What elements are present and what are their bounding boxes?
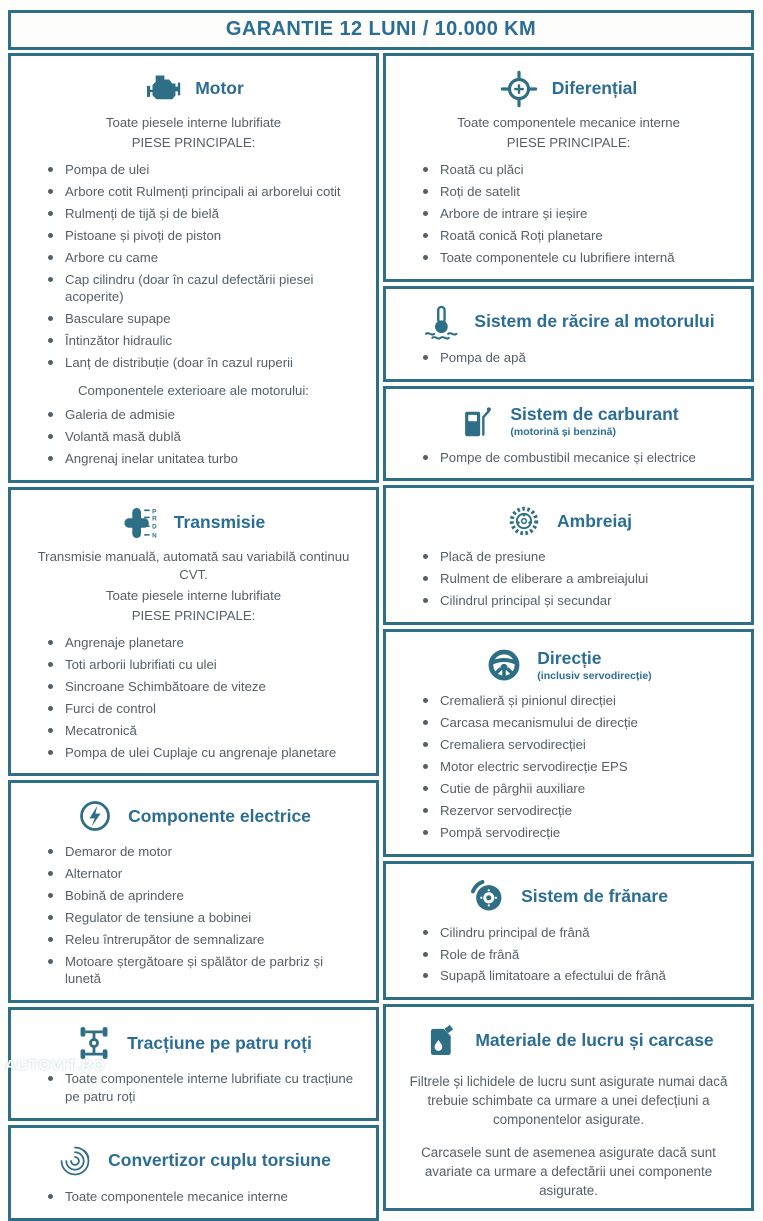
section-header-sistem-franare (396, 878, 741, 916)
section-item-list (21, 1188, 366, 1205)
list-item: Cremalieră și pinionul direcției (440, 692, 737, 709)
section-header-materiale-carcase (396, 1021, 741, 1059)
section-titlebox (474, 312, 714, 331)
list-item: Lanț de distribuție (doar în cazul ruperii (65, 354, 362, 371)
list-item: Pompă servodirecție (440, 824, 737, 841)
section-titlebox (557, 512, 632, 531)
section-intro-line: Toate piesele interne lubrifiate (105, 115, 282, 130)
section-title: Ambreiaj (557, 510, 632, 531)
list-item: Arbore de intrare și ieșire (440, 205, 737, 222)
sections-grid (8, 53, 754, 1204)
section-header-transmisie (21, 504, 366, 542)
clutch-disc-icon (505, 502, 543, 540)
section-title: Sistem de frănare (521, 886, 668, 907)
section-item-list (21, 1070, 366, 1105)
list-item: Galeria de admisie (65, 406, 362, 423)
section-titlebox (510, 405, 678, 438)
section-title: Transmisie (173, 512, 266, 533)
engine-icon (143, 70, 181, 108)
section-materiale-carcase (383, 1004, 754, 1210)
section-subtitle: (motorină și benzină) (510, 426, 616, 439)
list-item: Volantă masă dublă (65, 428, 362, 445)
section-header-convertizor-cuplu (21, 1142, 366, 1180)
section-sistem-racire (383, 286, 754, 382)
list-item: Furci de control (65, 700, 362, 717)
section-item-list-2 (21, 406, 366, 467)
oil-canister-icon (423, 1021, 461, 1059)
list-item: Rulment de eliberare a ambreiajului (440, 570, 737, 587)
section-componente-electrice (8, 780, 379, 1003)
section-item-list (21, 843, 366, 987)
svg-text:P: P (151, 508, 157, 516)
section-intro-line: Transmisie manuală, automată sau variabilă continuu CVT. (37, 548, 350, 583)
section-subheading: Componentele exterioare ale motorului: (78, 383, 309, 399)
section-item-list (396, 349, 741, 366)
section-directie (383, 629, 754, 856)
watermark: AUTOVIT.RO (5, 1057, 106, 1074)
section-header-directie (396, 646, 741, 684)
section-header-motor (21, 70, 366, 108)
list-item: Pompa de ulei (65, 161, 362, 178)
section-item-list (21, 634, 366, 761)
section-title: Sistem de carburant (510, 403, 679, 424)
section-title: Sistem de răcire al motorului (474, 310, 715, 331)
list-item: Toti arborii lubrifiati cu ulei (65, 656, 362, 673)
list-item: Placă de presiune (440, 548, 737, 565)
list-item: Roată cu plăci (440, 161, 737, 178)
list-item: Roți de satelit (440, 183, 737, 200)
steering-wheel-icon (485, 646, 523, 684)
section-convertizor-cuplu (8, 1125, 379, 1221)
section-header-diferential (396, 70, 741, 108)
warranty-flyer (8, 10, 754, 1204)
differential-icon (500, 70, 538, 108)
list-item: Arbore cu came (65, 249, 362, 266)
section-titlebox (521, 887, 668, 906)
list-item: Supapă limitatoare a efectului de frână (440, 967, 737, 984)
list-item: Cilindru principal de frână (440, 924, 737, 941)
thermometer-icon (422, 303, 460, 341)
list-item: Întinzător hidraulic (65, 332, 362, 349)
section-item-list (396, 924, 741, 985)
svg-text:N: N (151, 532, 157, 540)
section-intro-line: PIESE PRINCIPALE: (131, 135, 256, 151)
section-titlebox (127, 1034, 312, 1053)
section-item-list (396, 692, 741, 841)
section-titlebox (537, 649, 651, 682)
svg-text:D: D (151, 523, 157, 531)
list-item: Cap cilindru (doar în cazul defectării piesei acoperite) (65, 271, 362, 306)
list-item: Rulmenți de tijă și de bielă (65, 205, 362, 222)
list-item: Cutie de pârghii auxiliare (440, 780, 737, 797)
section-item-list (396, 548, 741, 609)
section-diferential (383, 53, 754, 282)
brake-disc-icon (469, 878, 507, 916)
gear-shifter-icon (122, 504, 160, 542)
list-item: Cremaliera servodirecției (440, 736, 737, 753)
section-titlebox (128, 807, 311, 826)
section-intro-line: Toate componentele mecanice interne (457, 115, 680, 130)
section-titlebox (475, 1031, 713, 1050)
section-header-componente-electrice (21, 797, 366, 835)
fuel-pump-icon (458, 403, 496, 441)
section-item-list (396, 161, 741, 266)
section-header-sistem-racire (396, 303, 741, 341)
list-item: Role de frână (440, 946, 737, 963)
list-item: Motor electric servodirecție EPS (440, 758, 737, 775)
section-title: Materiale de lucru și carcase (475, 1029, 714, 1050)
section-sistem-carburant (383, 386, 754, 482)
paragraph: Carcasele sunt de asemenea asigurate dacă sunt avariate ca urmare a defectării unei componente asigurate. (421, 1144, 716, 1198)
list-item: Pompa de ulei Cuplaje cu angrenaje planetare (65, 744, 362, 761)
torque-converter-icon (56, 1142, 94, 1180)
list-item: Arbore cotit Rulmenți principali ai arborelui cotit (65, 183, 362, 200)
list-item: Bobină de aprindere (65, 887, 362, 904)
section-header-ambreiaj (396, 502, 741, 540)
section-title: Motor (195, 78, 244, 99)
list-item: Demaror de motor (65, 843, 362, 860)
section-intro-line: Toate piesele interne lubrifiate (105, 587, 282, 603)
svg-text:R: R (151, 515, 157, 523)
section-header-sistem-carburant (396, 403, 741, 441)
list-item: Carcasa mecanismului de direcție (440, 714, 737, 731)
section-title: Direcție (537, 647, 602, 668)
list-item: Alternator (65, 865, 362, 882)
right-column (383, 53, 754, 1198)
section-title: Convertizor cuplu torsiune (108, 1150, 331, 1171)
list-item: Rezervor servodirecție (440, 802, 737, 819)
section-intro-line: PIESE PRINCIPALE: (506, 135, 631, 151)
left-column (8, 53, 379, 1204)
list-item: Mecatronică (65, 722, 362, 739)
section-intro-line: PIESE PRINCIPALE: (131, 608, 256, 624)
list-item: Angrenaj inelar unitatea turbo (65, 450, 362, 467)
paragraph: Filtrele și lichidele de lucru sunt asigurate numai dacă trebuie schimbate ca urmare a unei defecțiuni a componentelor asigurate. (409, 1074, 728, 1128)
section-titlebox (195, 79, 244, 98)
section-paragraphs (396, 1072, 741, 1199)
list-item: Sincroane Schimbătoare de viteze (65, 678, 362, 695)
list-item: Pistoane și pivoți de piston (65, 227, 362, 244)
section-titlebox (108, 1151, 331, 1170)
list-item: Pompe de combustibil mecanice și electrice (440, 449, 737, 466)
list-item: Roată conică Roți planetare (440, 227, 737, 244)
list-item: Motoare ștergătoare și spălător de parbriz și lunetă (65, 953, 362, 988)
page-title: GARANTIE 12 LUNI / 10.000 KM (8, 10, 754, 50)
list-item: Pompa de apă (440, 349, 737, 366)
section-title: Componente electrice (128, 805, 311, 826)
section-ambreiaj (383, 485, 754, 625)
list-item: Regulator de tensiune a bobinei (65, 909, 362, 926)
section-transmisie (8, 487, 379, 776)
list-item: Cilindrul principal și secundar (440, 592, 737, 609)
section-title: Tracțiune pe patru roți (127, 1032, 312, 1053)
list-item: Toate componentele cu lubrifiere internă (440, 249, 737, 266)
section-titlebox (552, 79, 638, 98)
section-titlebox (174, 513, 265, 532)
lightning-icon (76, 797, 114, 835)
list-item: Toate componentele mecanice interne (65, 1188, 362, 1205)
list-item: Toate componentele interne lubrifiate cu tracțiune pe patru roți (65, 1070, 362, 1105)
section-motor (8, 53, 379, 483)
list-item: Angrenaje planetare (65, 634, 362, 651)
section-sistem-franare (383, 861, 754, 1001)
section-item-list (21, 161, 366, 371)
section-item-list (396, 449, 741, 466)
section-title: Diferențial (551, 78, 638, 99)
section-subtitle: (inclusiv servodirecție) (537, 669, 652, 682)
list-item: Releu întrerupător de semnalizare (65, 931, 362, 948)
list-item: Basculare supape (65, 310, 362, 327)
